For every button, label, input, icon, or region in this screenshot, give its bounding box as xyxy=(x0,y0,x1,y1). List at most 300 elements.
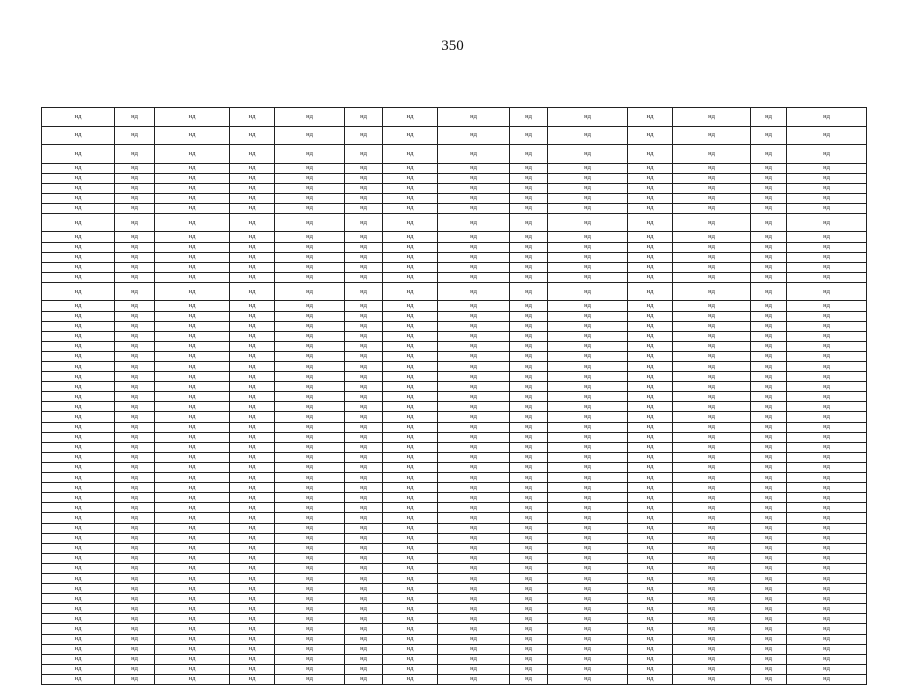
table-cell: нд xyxy=(383,301,438,311)
table-cell: нд xyxy=(275,183,345,193)
table-row xyxy=(42,108,867,127)
table-cell: нд xyxy=(548,341,628,351)
table-cell: нд xyxy=(345,282,383,301)
table-cell: нд xyxy=(510,664,548,674)
table-cell: нд xyxy=(383,272,438,282)
table-cell: нд xyxy=(751,402,787,412)
table-row xyxy=(42,252,867,262)
table-cell: нд xyxy=(275,252,345,262)
table-cell: нд xyxy=(628,321,673,331)
table-row xyxy=(42,452,867,462)
table-cell: нд xyxy=(42,163,115,173)
table-cell: нд xyxy=(673,232,751,242)
table-cell: нд xyxy=(383,331,438,341)
table-cell: нд xyxy=(787,311,867,321)
table-cell: нд xyxy=(42,594,115,604)
table-cell: нд xyxy=(751,473,787,483)
table-cell: нд xyxy=(787,493,867,503)
table-cell: нд xyxy=(510,594,548,604)
table-row xyxy=(42,674,867,684)
table-cell: нд xyxy=(115,242,155,252)
table-cell: нд xyxy=(787,483,867,493)
table-cell: нд xyxy=(275,262,345,272)
table-cell: нд xyxy=(155,272,230,282)
table-cell: нд xyxy=(751,533,787,543)
table-cell: нд xyxy=(548,301,628,311)
table-cell: нд xyxy=(42,183,115,193)
table-cell: нд xyxy=(115,483,155,493)
table-cell: нд xyxy=(510,372,548,382)
table-cell: нд xyxy=(275,362,345,372)
table-cell: нд xyxy=(383,473,438,483)
table-cell: нд xyxy=(155,664,230,674)
table-cell: нд xyxy=(438,573,510,583)
table-cell: нд xyxy=(345,262,383,272)
table-cell: нд xyxy=(345,372,383,382)
table-cell: нд xyxy=(230,543,275,553)
table-cell: нд xyxy=(275,163,345,173)
table-cell: нд xyxy=(42,614,115,624)
table-cell: нд xyxy=(115,553,155,563)
table-cell: нд xyxy=(751,604,787,614)
table-row xyxy=(42,563,867,573)
table-cell: нд xyxy=(787,203,867,213)
table-cell: нд xyxy=(548,462,628,472)
table-cell: нд xyxy=(438,193,510,203)
table-cell: нд xyxy=(548,362,628,372)
table-cell: нд xyxy=(751,108,787,127)
table-cell: нд xyxy=(751,262,787,272)
table-row xyxy=(42,183,867,193)
table-cell: нд xyxy=(628,173,673,183)
table-cell: нд xyxy=(787,331,867,341)
table-row xyxy=(42,503,867,513)
table-cell: нд xyxy=(438,432,510,442)
table-cell: нд xyxy=(230,145,275,164)
table-cell: нд xyxy=(510,262,548,272)
table-cell: нд xyxy=(42,173,115,183)
table-cell: нд xyxy=(230,173,275,183)
page-number: 350 xyxy=(441,38,464,54)
table-cell: нд xyxy=(345,341,383,351)
table-cell: нд xyxy=(115,644,155,654)
table-body xyxy=(42,108,867,685)
table-cell: нд xyxy=(345,543,383,553)
table-cell: нд xyxy=(275,432,345,442)
table-cell: нд xyxy=(155,604,230,614)
table-cell: нд xyxy=(42,402,115,412)
table-cell: нд xyxy=(275,311,345,321)
table-cell: нд xyxy=(275,126,345,145)
table-cell: нд xyxy=(438,108,510,127)
table-cell: нд xyxy=(345,232,383,242)
table-cell: нд xyxy=(548,674,628,684)
table-cell: нд xyxy=(438,232,510,242)
table-cell: нд xyxy=(230,412,275,422)
table-cell: нд xyxy=(787,126,867,145)
table-cell: нд xyxy=(275,584,345,594)
table-row xyxy=(42,644,867,654)
table-cell: нд xyxy=(275,392,345,402)
table-cell: нд xyxy=(510,341,548,351)
table-cell: нд xyxy=(787,462,867,472)
table-cell: нд xyxy=(155,432,230,442)
table-cell: нд xyxy=(751,173,787,183)
table-cell: нд xyxy=(510,311,548,321)
table-cell: нд xyxy=(115,392,155,402)
table-cell: нд xyxy=(673,483,751,493)
table-cell: нд xyxy=(673,183,751,193)
table-cell: нд xyxy=(510,624,548,634)
table-cell: нд xyxy=(673,262,751,272)
table-cell: нд xyxy=(510,193,548,203)
table-cell: нд xyxy=(438,402,510,412)
table-cell: нд xyxy=(115,442,155,452)
table-row xyxy=(42,272,867,282)
table-cell: нд xyxy=(345,272,383,282)
table-cell: нд xyxy=(628,503,673,513)
table-row xyxy=(42,624,867,634)
table-cell: нд xyxy=(155,382,230,392)
table-cell: нд xyxy=(628,203,673,213)
table-cell: нд xyxy=(548,262,628,272)
table-cell: нд xyxy=(628,473,673,483)
table-cell: нд xyxy=(155,232,230,242)
table-cell: нд xyxy=(510,163,548,173)
table-cell: нд xyxy=(628,664,673,674)
table-cell: нд xyxy=(383,126,438,145)
table-cell: нд xyxy=(42,213,115,232)
table-row xyxy=(42,473,867,483)
table-cell: нд xyxy=(751,145,787,164)
table-cell: нд xyxy=(230,362,275,372)
table-cell: нд xyxy=(548,432,628,442)
table-cell: нд xyxy=(548,382,628,392)
table-cell: нд xyxy=(42,654,115,664)
table-cell: нд xyxy=(345,563,383,573)
table-row xyxy=(42,193,867,203)
table-cell: нд xyxy=(673,173,751,183)
table-cell: нд xyxy=(628,232,673,242)
table-cell: нд xyxy=(345,301,383,311)
table-cell: нд xyxy=(628,584,673,594)
table-cell: нд xyxy=(230,614,275,624)
table-cell: нд xyxy=(628,543,673,553)
table-cell: нд xyxy=(673,331,751,341)
table-cell: нд xyxy=(751,392,787,402)
table-cell: нд xyxy=(230,203,275,213)
table-cell: нд xyxy=(628,432,673,442)
table-cell: нд xyxy=(115,203,155,213)
table-cell: нд xyxy=(42,473,115,483)
table-cell: нд xyxy=(751,242,787,252)
table-cell: нд xyxy=(510,493,548,503)
table-cell: нд xyxy=(787,452,867,462)
table-cell: нд xyxy=(275,654,345,664)
table-cell: нд xyxy=(230,442,275,452)
table-cell: нд xyxy=(628,252,673,262)
table-cell: нд xyxy=(628,272,673,282)
table-cell: нд xyxy=(548,523,628,533)
table-cell: нд xyxy=(230,372,275,382)
table-cell: нд xyxy=(787,513,867,523)
table-cell: нд xyxy=(155,473,230,483)
table-cell: нд xyxy=(548,213,628,232)
table-cell: нд xyxy=(510,634,548,644)
table-cell: нд xyxy=(275,321,345,331)
table-cell: нд xyxy=(275,193,345,203)
table-cell: нд xyxy=(673,252,751,262)
table-cell: нд xyxy=(438,331,510,341)
table-cell: нд xyxy=(628,126,673,145)
table-cell: нд xyxy=(115,493,155,503)
table-cell: нд xyxy=(438,422,510,432)
table-cell: нд xyxy=(510,272,548,282)
table-cell: нд xyxy=(383,242,438,252)
table-cell: нд xyxy=(155,203,230,213)
table-cell: нд xyxy=(383,382,438,392)
table-cell: нд xyxy=(275,402,345,412)
table-row xyxy=(42,163,867,173)
table-cell: нд xyxy=(673,664,751,674)
table-row xyxy=(42,543,867,553)
table-cell: нд xyxy=(751,493,787,503)
table-cell: нд xyxy=(751,543,787,553)
table-cell: нд xyxy=(438,341,510,351)
table-row xyxy=(42,203,867,213)
table-cell: нд xyxy=(787,362,867,372)
table-cell: нд xyxy=(345,392,383,402)
table-cell: нд xyxy=(42,272,115,282)
table-row xyxy=(42,382,867,392)
table-cell: нд xyxy=(673,553,751,563)
table-cell: нд xyxy=(510,503,548,513)
table-cell: нд xyxy=(345,213,383,232)
table-cell: нд xyxy=(230,553,275,563)
table-cell: нд xyxy=(42,341,115,351)
table-cell: нд xyxy=(115,412,155,422)
table-cell: нд xyxy=(548,644,628,654)
table-cell: нд xyxy=(438,392,510,402)
table-cell: нд xyxy=(510,242,548,252)
table-cell: нд xyxy=(230,321,275,331)
table-cell: нд xyxy=(115,654,155,664)
table-cell: нд xyxy=(438,594,510,604)
table-cell: нд xyxy=(628,282,673,301)
table-cell: нд xyxy=(673,503,751,513)
table-cell: нд xyxy=(548,203,628,213)
table-cell: нд xyxy=(628,634,673,644)
data-table-container xyxy=(41,107,866,685)
table-cell: нд xyxy=(628,262,673,272)
table-cell: нд xyxy=(42,584,115,594)
table-cell: нд xyxy=(115,341,155,351)
table-cell: нд xyxy=(510,331,548,341)
table-cell: нд xyxy=(438,674,510,684)
table-cell: нд xyxy=(510,301,548,311)
table-cell: нд xyxy=(275,563,345,573)
table-cell: нд xyxy=(438,483,510,493)
table-cell: нд xyxy=(230,563,275,573)
table-cell: нд xyxy=(787,242,867,252)
table-cell: нд xyxy=(510,252,548,262)
table-cell: нд xyxy=(230,483,275,493)
table-cell: нд xyxy=(115,573,155,583)
table-cell: нд xyxy=(275,493,345,503)
table-row xyxy=(42,232,867,242)
table-cell: нд xyxy=(155,462,230,472)
table-cell: нд xyxy=(438,173,510,183)
table-row xyxy=(42,584,867,594)
table-cell: нд xyxy=(628,301,673,311)
table-cell: нд xyxy=(510,473,548,483)
table-cell: нд xyxy=(673,573,751,583)
table-cell: нд xyxy=(787,392,867,402)
table-cell: нд xyxy=(155,282,230,301)
table-cell: нд xyxy=(383,432,438,442)
table-cell: нд xyxy=(787,382,867,392)
table-cell: нд xyxy=(548,272,628,282)
table-cell: нд xyxy=(42,203,115,213)
table-cell: нд xyxy=(155,262,230,272)
table-cell: нд xyxy=(673,624,751,634)
table-cell: нд xyxy=(787,563,867,573)
table-cell: нд xyxy=(787,594,867,604)
table-cell: нд xyxy=(751,664,787,674)
table-cell: нд xyxy=(751,213,787,232)
table-cell: нд xyxy=(628,523,673,533)
table-cell: нд xyxy=(787,262,867,272)
table-cell: нд xyxy=(115,402,155,412)
table-cell: нд xyxy=(230,493,275,503)
table-cell: нд xyxy=(345,203,383,213)
table-cell: нд xyxy=(345,126,383,145)
table-cell: нд xyxy=(115,462,155,472)
table-cell: нд xyxy=(230,402,275,412)
table-cell: нд xyxy=(438,252,510,262)
table-cell: нд xyxy=(751,252,787,262)
table-cell: нд xyxy=(548,442,628,452)
table-cell: нд xyxy=(548,145,628,164)
table-cell: нд xyxy=(155,442,230,452)
table-cell: нд xyxy=(548,351,628,361)
table-cell: нд xyxy=(155,573,230,583)
table-cell: нд xyxy=(345,242,383,252)
table-cell: нд xyxy=(115,183,155,193)
table-cell: нд xyxy=(345,321,383,331)
table-cell: нд xyxy=(345,252,383,262)
table-cell: нд xyxy=(438,513,510,523)
table-cell: нд xyxy=(628,108,673,127)
table-cell: нд xyxy=(383,282,438,301)
table-cell: нд xyxy=(345,422,383,432)
table-cell: нд xyxy=(787,193,867,203)
table-cell: нд xyxy=(628,213,673,232)
table-cell: нд xyxy=(673,351,751,361)
table-cell: нд xyxy=(673,301,751,311)
table-cell: нд xyxy=(345,644,383,654)
table-cell: нд xyxy=(548,412,628,422)
table-cell: нд xyxy=(115,301,155,311)
table-cell: нд xyxy=(673,452,751,462)
table-cell: нд xyxy=(275,503,345,513)
table-cell: нд xyxy=(275,331,345,341)
table-cell: нд xyxy=(438,654,510,664)
table-row xyxy=(42,242,867,252)
table-cell: нд xyxy=(345,594,383,604)
table-cell: нд xyxy=(438,493,510,503)
table-cell: нд xyxy=(42,301,115,311)
table-cell: нд xyxy=(673,563,751,573)
table-cell: нд xyxy=(787,108,867,127)
table-cell: нд xyxy=(751,563,787,573)
table-cell: нд xyxy=(510,183,548,193)
table-cell: нд xyxy=(155,503,230,513)
table-cell: нд xyxy=(383,573,438,583)
table-cell: нд xyxy=(42,513,115,523)
table-cell: нд xyxy=(42,533,115,543)
table-cell: нд xyxy=(510,442,548,452)
table-cell: нд xyxy=(42,644,115,654)
table-cell: нд xyxy=(230,163,275,173)
table-cell: нд xyxy=(345,473,383,483)
table-cell: нд xyxy=(548,634,628,644)
table-cell: нд xyxy=(510,203,548,213)
table-row xyxy=(42,654,867,664)
table-cell: нд xyxy=(345,412,383,422)
table-cell: нд xyxy=(628,513,673,523)
table-cell: нд xyxy=(628,341,673,351)
table-cell: нд xyxy=(155,483,230,493)
table-cell: нд xyxy=(548,183,628,193)
table-cell: нд xyxy=(230,272,275,282)
table-cell: нд xyxy=(155,362,230,372)
table-cell: нд xyxy=(673,203,751,213)
table-row xyxy=(42,442,867,452)
table-cell: нд xyxy=(628,573,673,583)
table-cell: нд xyxy=(230,654,275,664)
table-cell: нд xyxy=(115,282,155,301)
table-cell: нд xyxy=(628,533,673,543)
table-cell: нд xyxy=(787,584,867,594)
table-cell: нд xyxy=(751,452,787,462)
table-cell: нд xyxy=(673,604,751,614)
table-cell: нд xyxy=(673,513,751,523)
table-cell: нд xyxy=(751,634,787,644)
table-cell: нд xyxy=(438,321,510,331)
table-cell: нд xyxy=(42,193,115,203)
table-cell: нд xyxy=(155,193,230,203)
table-cell: нд xyxy=(438,462,510,472)
table-cell: нд xyxy=(155,553,230,563)
table-cell: нд xyxy=(787,533,867,543)
table-cell: нд xyxy=(510,573,548,583)
table-cell: нд xyxy=(628,624,673,634)
table-cell: нд xyxy=(787,301,867,311)
table-cell: нд xyxy=(345,513,383,523)
table-cell: нд xyxy=(275,145,345,164)
table-cell: нд xyxy=(628,351,673,361)
table-row xyxy=(42,422,867,432)
table-cell: нд xyxy=(787,145,867,164)
table-row xyxy=(42,614,867,624)
table-cell: нд xyxy=(383,402,438,412)
table-row xyxy=(42,402,867,412)
table-cell: нд xyxy=(751,372,787,382)
table-cell: нд xyxy=(628,402,673,412)
table-row xyxy=(42,432,867,442)
table-cell: нд xyxy=(628,193,673,203)
